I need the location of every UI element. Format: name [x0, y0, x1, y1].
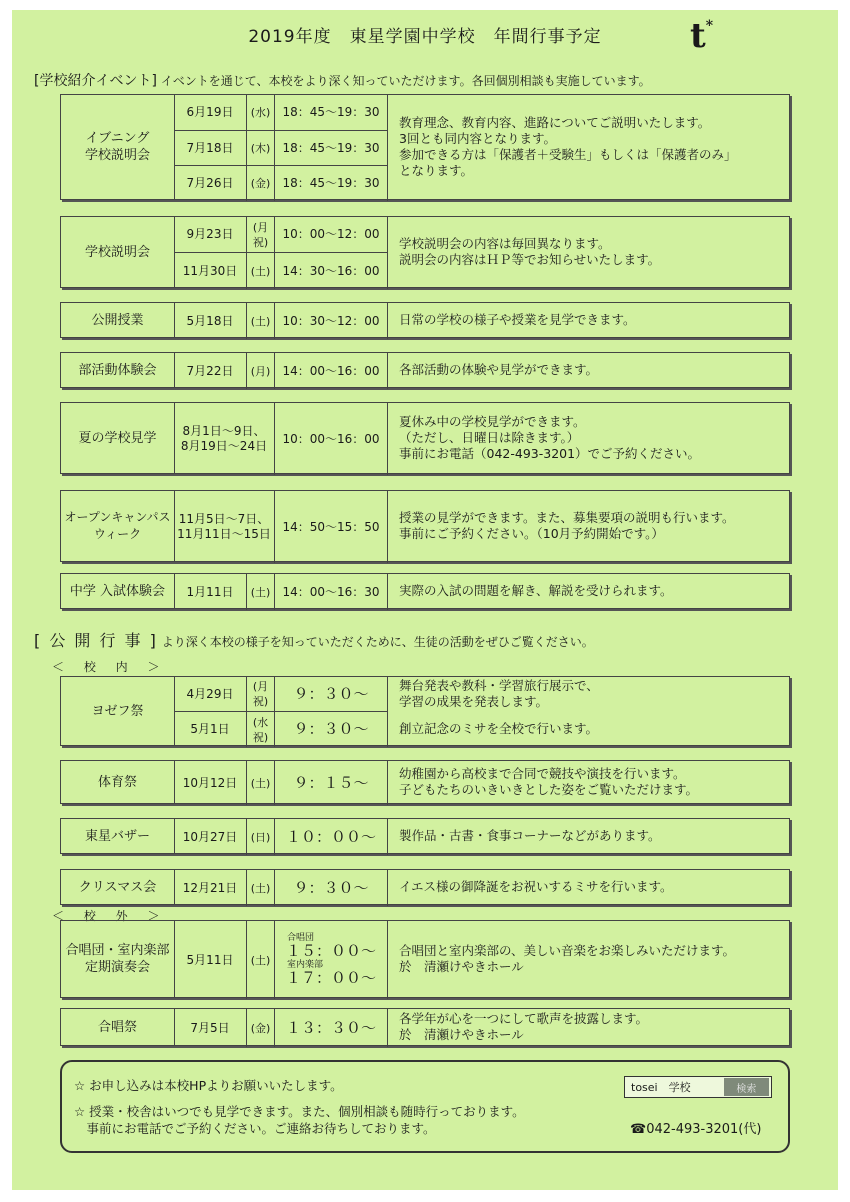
event-weekday: (土) [247, 253, 275, 289]
event-name: 東星バザー [61, 819, 175, 853]
event-date: 5月1日 [174, 712, 247, 747]
section-header-intro [34, 70, 651, 90]
event-time: 14：50～15：50 [275, 491, 388, 563]
event-open-campus-week [60, 490, 790, 562]
event-description: 製作品・古書・食事コーナーなどがあります。 [399, 828, 661, 843]
school-logo [690, 16, 713, 56]
event-name: 学校説明会 [61, 217, 175, 287]
search-badge[interactable] [624, 1076, 772, 1098]
event-weekday: (木) [247, 131, 275, 165]
event-description: 舞台発表や教科・学習旅行展示で、 学習の成果を発表します。 [399, 677, 599, 709]
event-date: 4月29日 [174, 677, 247, 711]
event-date: 12月21日 [174, 870, 247, 906]
schedule-row [174, 491, 388, 563]
schedule-row [174, 870, 388, 906]
event-description: イエス様の御降誕をお祝いするミサを行います。 [399, 879, 673, 894]
phone-number: ☎042-493-3201(代) [630, 1122, 762, 1137]
event-description: 学校説明会の内容は毎回異なります。 説明会の内容はＨＰ等でお知らせいたします。 [399, 236, 661, 267]
event-date: 7月26日 [174, 166, 247, 201]
event-description: 各部活動の体験や見学ができます。 [399, 362, 599, 377]
event-sports-day [60, 760, 790, 804]
event-choir-festival [60, 1008, 790, 1046]
event-time: 14：00～16：00 [275, 353, 388, 389]
event-time: １０：００～ [275, 819, 388, 855]
event-name: 合唱団・室内楽部 定期演奏会 [61, 921, 175, 997]
subhead-inside: ＜ 校 内 ＞ [52, 660, 168, 674]
time-value: １７：００～ [285, 969, 376, 987]
event-description: 合唱団と室内楽部の、美しい音楽をお楽しみいただけます。 於 清瀬けやきホール [399, 943, 736, 974]
time-value: １５：００～ [285, 942, 376, 960]
event-description: 実際の入試の問題を解き、解説を受けられます。 [399, 583, 673, 598]
schedule-row [174, 303, 388, 339]
event-date: 10月27日 [174, 819, 247, 855]
event-date: 8月1日～9日、 8月19日～24日 [174, 403, 275, 475]
event-description: 授業の見学ができます。また、募集要項の説明も行います。 事前にご予約ください。（10月予約開始です。） [399, 510, 735, 541]
event-time: ９：３０～ [275, 712, 388, 747]
event-name: 中学 入試体験会 [61, 574, 175, 608]
event-time [275, 921, 388, 999]
event-entrance-exam-trial [60, 573, 790, 609]
event-name: イブニング 学校説明会 [61, 95, 175, 199]
event-description: 各学年が心を一つにして歌声を披露します。 於 清瀬けやきホール [399, 1011, 649, 1042]
event-time: ９：３０～ [275, 870, 388, 906]
event-name: 合唱祭 [61, 1009, 175, 1045]
schedule-row [174, 712, 388, 747]
event-date: 10月12日 [174, 761, 247, 805]
event-date: 11月30日 [174, 253, 247, 289]
event-time: 18：45～19：30 [275, 131, 388, 165]
section-text: より深く本校の様子を知っていただくために、生徒の活動をぜひご覧ください。 [161, 635, 594, 649]
event-name: 夏の学校見学 [61, 403, 175, 473]
event-date: 7月18日 [174, 131, 247, 165]
event-weekday: (土) [247, 303, 275, 339]
schedule-row [174, 95, 388, 131]
event-date: 1月11日 [174, 574, 247, 610]
footer-note: ☆ お申し込みは本校HPよりお願いいたします。 [74, 1078, 343, 1093]
event-time: 10：00～16：00 [275, 403, 388, 475]
footer-note: ☆ 授業・校舎はいつでも見学できます。また、個別相談も随時行っております。 [74, 1104, 525, 1119]
event-weekday: (水祝) [247, 712, 275, 747]
event-date: 9月23日 [174, 217, 247, 252]
section-tag: [ 公 開 行 事 ] [34, 631, 158, 650]
schedule-row [174, 166, 388, 201]
event-weekday: (土) [247, 870, 275, 906]
event-christmas [60, 869, 790, 905]
section-text: イベントを通じて、本校をより深く知っていただけます。各回個別相談も実施しています。 [160, 74, 651, 88]
event-weekday: (日) [247, 819, 275, 855]
event-weekday: (土) [247, 921, 275, 999]
footer-notice-box [60, 1060, 790, 1153]
event-date: 11月5日～7日、 11月11日～15日 [174, 491, 275, 563]
event-open-class [60, 302, 790, 338]
event-weekday: (金) [247, 1009, 275, 1047]
footer-note: 事前にお電話でご予約ください。ご連絡お待ちしております。 [74, 1121, 436, 1136]
event-description: 教育理念、教育内容、進路についてご説明いたします。 3回とも同内容となります。 参加できる方は「保護者＋受験生」もしくは「保護者のみ」 となります。 [399, 115, 737, 178]
event-description: 日常の学校の様子や授業を見学できます。 [399, 312, 636, 327]
time-label: 室内楽部 [287, 960, 324, 970]
event-joseph-festival [60, 676, 790, 746]
event-weekday: (水) [247, 95, 275, 130]
event-time: 10：30～12：00 [275, 303, 388, 339]
event-evening-briefing [60, 94, 790, 200]
event-date: 7月22日 [174, 353, 247, 389]
event-name: オープンキャンパス ウィーク [61, 491, 175, 561]
event-date: 7月5日 [174, 1009, 247, 1047]
event-weekday: (金) [247, 166, 275, 201]
schedule-row [174, 761, 388, 805]
section-tag: [学校紹介イベント] [34, 73, 157, 89]
event-time: 18：45～19：30 [275, 166, 388, 201]
section-header-public [34, 628, 594, 651]
schedule-row [174, 677, 388, 712]
page-title: 2019年度 東星学園中学校 年間行事予定 [248, 27, 602, 47]
event-time: 14：30～16：00 [275, 253, 388, 289]
schedule-row [174, 1009, 388, 1047]
search-button[interactable]: 検索 [724, 1078, 769, 1096]
event-description: 創立記念のミサを全校で行います。 [399, 720, 599, 736]
event-weekday: (月) [247, 353, 275, 389]
page [12, 10, 838, 1190]
event-date: 6月19日 [174, 95, 247, 130]
schedule-row [174, 353, 388, 389]
schedule-row [174, 819, 388, 855]
event-weekday: (土) [247, 574, 275, 610]
event-club-trial [60, 352, 790, 388]
event-time: 10：00～12：00 [275, 217, 388, 252]
schedule-row [174, 921, 388, 999]
schedule-row [174, 131, 388, 166]
event-choir-concert [60, 920, 790, 998]
event-time: ９：３０～ [275, 677, 388, 711]
logo-star-mark: * [705, 18, 714, 34]
logo-letter: t [690, 16, 706, 56]
event-description: 幼稚園から高校まで合同で競技や演技を行います。 子どもたちのいきいきとした姿をご覧いただけます。 [399, 766, 699, 797]
event-name: 部活動体験会 [61, 353, 175, 387]
schedule-row [174, 403, 388, 475]
event-name: クリスマス会 [61, 870, 175, 904]
event-weekday: (月祝) [247, 217, 275, 252]
event-description: 夏休み中の学校見学ができます。 （ただし、日曜日は除きます。） 事前にお電話（042-493-3201）でご予約ください。 [399, 414, 701, 461]
schedule-row [174, 574, 388, 610]
event-time: 18：45～19：30 [275, 95, 388, 130]
event-name: 公開授業 [61, 303, 175, 337]
event-time: 14：00～16：30 [275, 574, 388, 610]
event-time: ９：１５～ [275, 761, 388, 805]
schedule-row [174, 253, 388, 289]
event-summer-visit [60, 402, 790, 474]
event-bazaar [60, 818, 790, 854]
subhead-outside: ＜ 校 外 ＞ [52, 909, 168, 923]
time-label: 合唱団 [287, 933, 315, 943]
schedule-row [174, 217, 388, 253]
event-date: 5月11日 [174, 921, 247, 999]
event-time: １３：３０～ [275, 1009, 388, 1047]
event-school-briefing [60, 216, 790, 288]
event-weekday: (月祝) [247, 677, 275, 711]
event-name: ヨゼフ祭 [61, 677, 175, 745]
event-name: 体育祭 [61, 761, 175, 803]
event-date: 5月18日 [174, 303, 247, 339]
event-weekday: (土) [247, 761, 275, 805]
search-keyword: tosei 学校 [631, 1081, 691, 1094]
